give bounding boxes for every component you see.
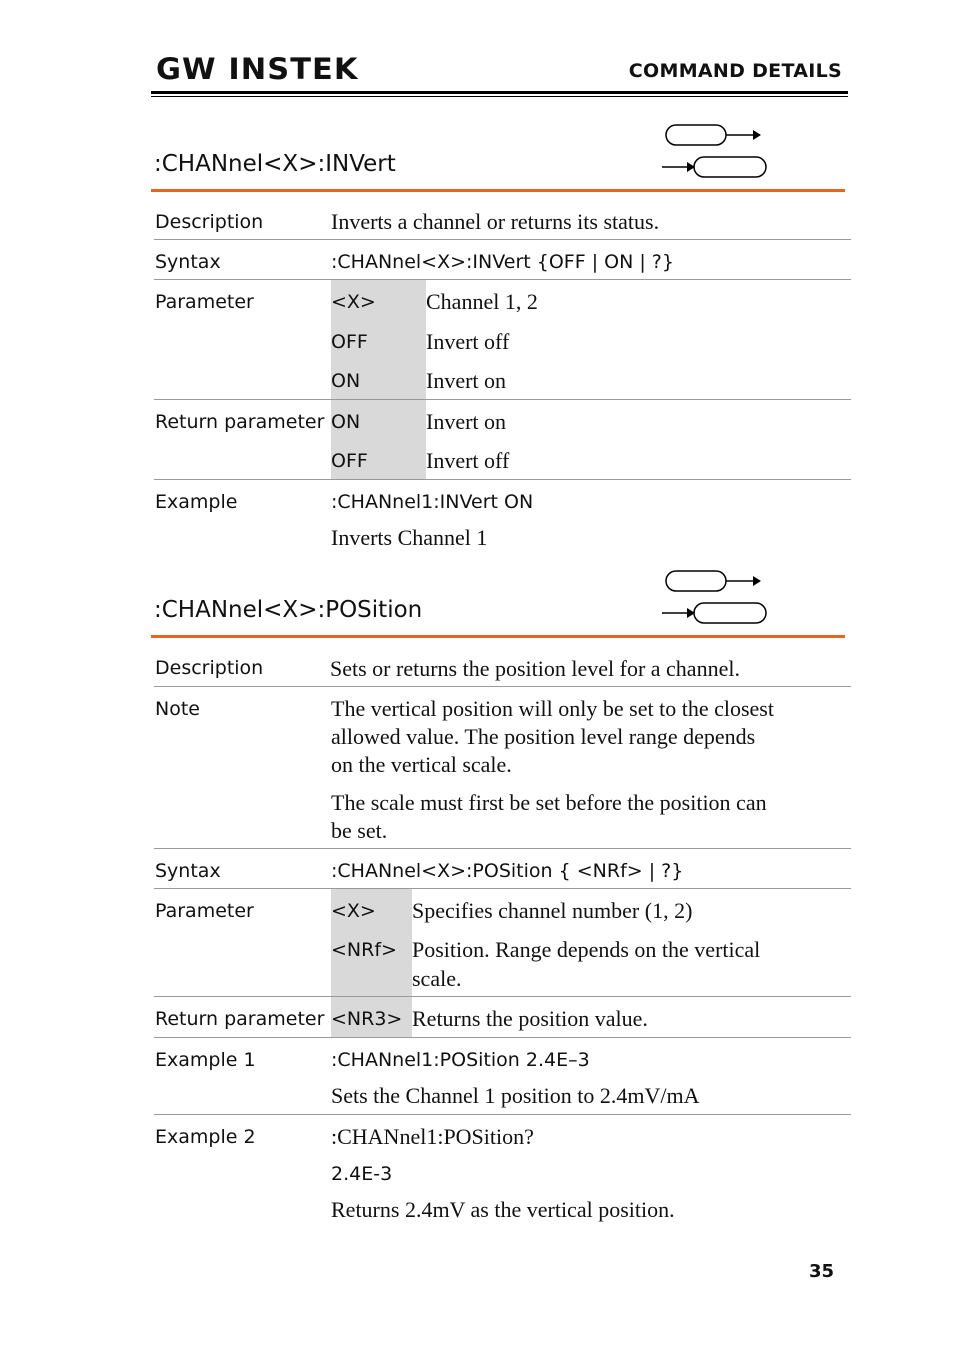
parameter-label: Parameter <box>155 900 254 922</box>
example-2-code: :CHANnel1:POSition? <box>331 1124 534 1149</box>
section-rule <box>151 635 845 638</box>
param-desc: Invert off <box>426 329 510 354</box>
syntax-label: Syntax <box>155 860 221 882</box>
return-parameter-label: Return parameter <box>155 1008 325 1030</box>
example-1-label: Example 1 <box>155 1049 256 1071</box>
header-rule <box>151 91 848 94</box>
note-line: allowed value. The position level range depends <box>331 724 756 749</box>
example-2-response: 2.4E-3 <box>331 1163 393 1185</box>
header-section-label: COMMAND DETAILS <box>628 60 842 82</box>
param-desc: Specifies channel number (1, 2) <box>412 898 693 923</box>
example-1-text: Sets the Channel 1 position to 2.4mV/mA <box>331 1083 700 1108</box>
syntax-label: Syntax <box>155 251 221 273</box>
example-1-code: :CHANnel1:POSition 2.4E–3 <box>331 1049 590 1071</box>
row-divider <box>154 996 851 997</box>
return-desc: Invert off <box>426 448 510 473</box>
return-key: ON <box>331 411 361 433</box>
example-code: :CHANnel1:INVert ON <box>331 491 534 513</box>
return-key: OFF <box>331 450 368 472</box>
return-desc: Returns the position value. <box>412 1006 648 1031</box>
row-divider <box>154 848 851 849</box>
param-key: <X> <box>331 291 376 313</box>
parameter-label: Parameter <box>155 291 254 313</box>
row-divider <box>154 1037 851 1038</box>
description-label: Description <box>155 211 264 233</box>
description-label: Description <box>155 657 264 679</box>
example-2-text: Returns 2.4mV as the vertical position. <box>331 1197 675 1222</box>
param-desc: Invert on <box>426 368 507 393</box>
example-2-label: Example 2 <box>155 1126 256 1148</box>
note-line: be set. <box>331 818 388 843</box>
section-title-position: :CHANnel<X>:POSition <box>154 597 423 623</box>
row-divider <box>154 686 851 687</box>
row-divider <box>154 399 851 400</box>
example-label: Example <box>155 491 238 513</box>
section-rule <box>151 189 845 192</box>
return-key: <NR3> <box>331 1008 403 1030</box>
set-query-icon <box>660 568 770 628</box>
header-rule-thin <box>151 96 848 97</box>
syntax-text: :CHANnel<X>:POSition { <NRf> | ?} <box>331 860 684 882</box>
brand-logo: GW INSTEK <box>156 52 359 86</box>
section-title-invert: :CHANnel<X>:INVert <box>154 151 396 177</box>
example-text: Inverts Channel 1 <box>331 525 488 550</box>
return-parameter-label: Return parameter <box>155 411 325 433</box>
param-key: OFF <box>331 331 368 353</box>
note-line: The scale must first be set before the position can <box>331 790 767 815</box>
row-divider <box>154 279 851 280</box>
description-text: Inverts a channel or returns its status. <box>331 209 660 234</box>
note-label: Note <box>155 698 200 720</box>
note-line: on the vertical scale. <box>331 752 512 777</box>
set-query-icon <box>660 122 770 182</box>
param-key: <NRf> <box>331 939 397 961</box>
param-key: ON <box>331 370 361 392</box>
param-desc: scale. <box>412 966 462 991</box>
param-desc: Position. Range depends on the vertical <box>412 937 761 962</box>
page-number: 35 <box>808 1261 834 1282</box>
return-desc: Invert on <box>426 409 507 434</box>
syntax-text: :CHANnel<X>:INVert {OFF | ON | ?} <box>331 251 674 273</box>
note-line: The vertical position will only be set to the closest <box>331 696 774 721</box>
param-key: <X> <box>331 900 376 922</box>
param-desc: Channel 1, 2 <box>426 289 538 314</box>
description-text: Sets or returns the position level for a channel. <box>330 656 740 681</box>
row-divider <box>154 239 851 240</box>
row-divider <box>154 479 851 480</box>
row-divider <box>154 1114 851 1115</box>
row-divider <box>154 888 851 889</box>
